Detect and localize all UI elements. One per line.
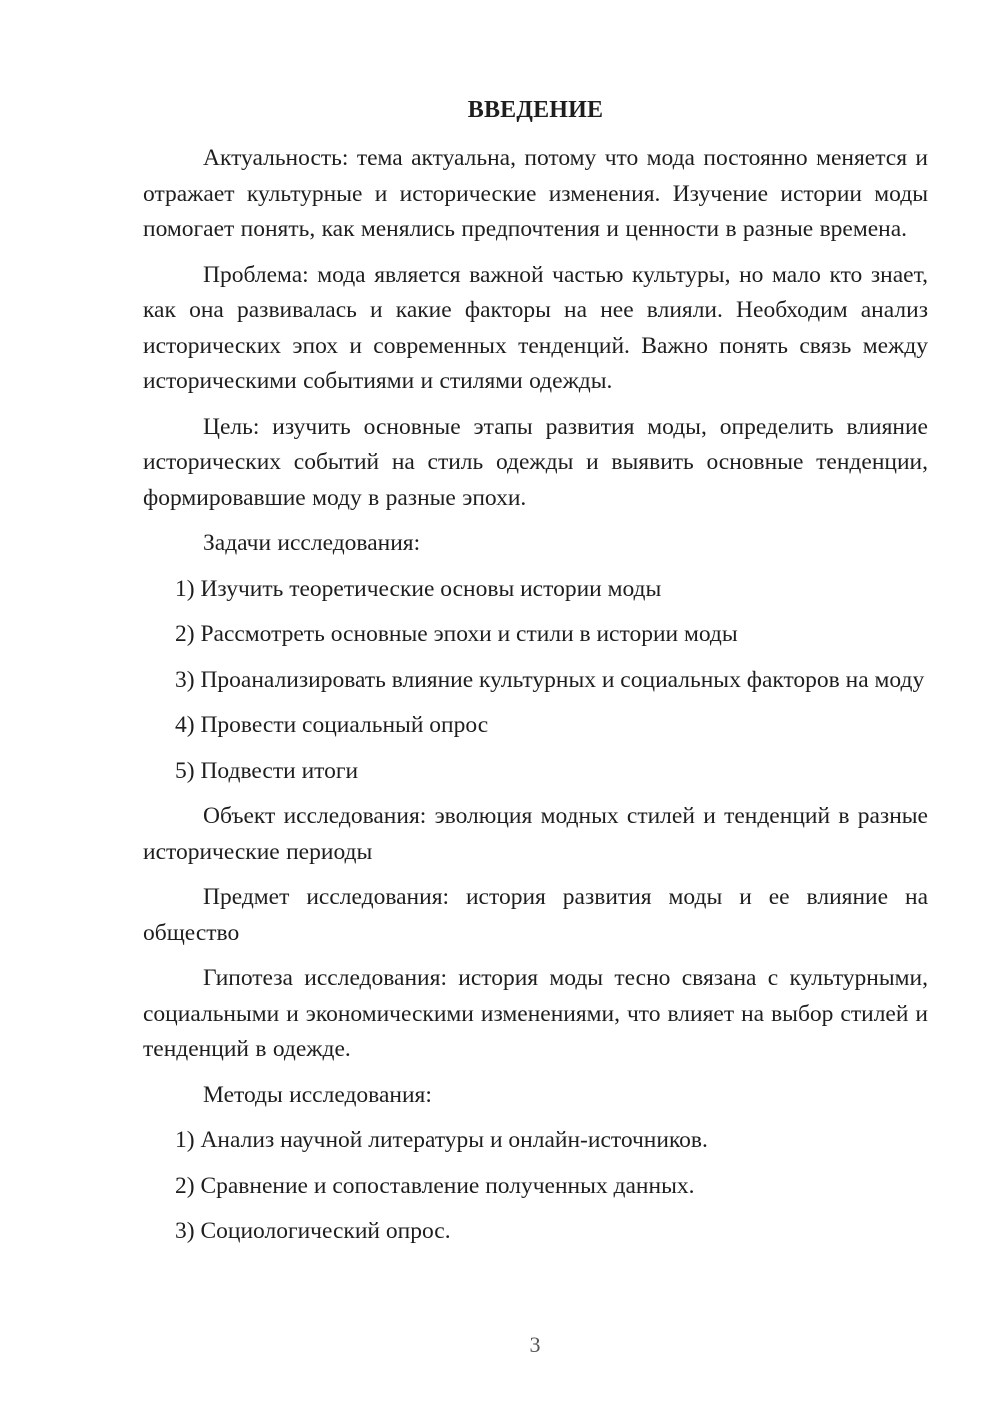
task-item-5: 5) Подвести итоги xyxy=(175,757,359,784)
task-item-3: 3) Проанализировать влияние культурных и социальных факторов на моду xyxy=(175,666,925,693)
problem-paragraph: Проблема: мода является важной частью культуры, но мало кто знает, как она развивалась и какие факторы на нее влияли. Необходим анализ исторических эпох и современных тенденций. Важно понять связь между историческими событиями и стилями одежды. xyxy=(143,261,928,394)
tasks-heading: Задачи исследования: xyxy=(203,530,421,556)
subject-paragraph: Предмет исследования: история развития моды и ее влияние на общество xyxy=(143,884,928,946)
hypothesis-paragraph: Гипотеза исследования: история моды тесно связана с культурными, социальными и экономическими изменениями, что влияет на выбор стилей и тенденций в одежде. xyxy=(143,965,928,1062)
method-item-3: 3) Социологический опрос. xyxy=(175,1218,451,1244)
method-item-1: 1) Анализ научной литературы и онлайн-источников. xyxy=(175,1127,708,1153)
relevance-paragraph: Актуальность: тема актуальна, потому что мода постоянно меняется и отражает культурные и исторические изменения. Изучение истории моды помогает понять, как менялись предпочтения и ценности в разные времена. xyxy=(143,145,928,242)
task-item-4: 4) Провести социальный опрос xyxy=(175,712,489,738)
page-number: 3 xyxy=(529,1332,541,1357)
task-item-1: 1) Изучить теоретические основы истории моды xyxy=(175,575,662,602)
methods-heading: Методы исследования: xyxy=(203,1081,432,1108)
object-paragraph: Объект исследования: эволюция модных стилей и тенденций в разные исторические периоды xyxy=(143,803,928,865)
goal-paragraph: Цель: изучить основные этапы развития моды, определить влияние исторических событий на стиль одежды и выявить основные тенденции, формировавшие моду в разные эпохи. xyxy=(143,413,928,511)
method-item-2: 2) Сравнение и сопоставление полученных данных. xyxy=(175,1172,695,1199)
page-content xyxy=(143,92,928,1260)
page-title: ВВЕДЕНИЕ xyxy=(467,97,604,123)
task-item-2: 2) Рассмотреть основные эпохи и стили в истории моды xyxy=(175,621,738,647)
